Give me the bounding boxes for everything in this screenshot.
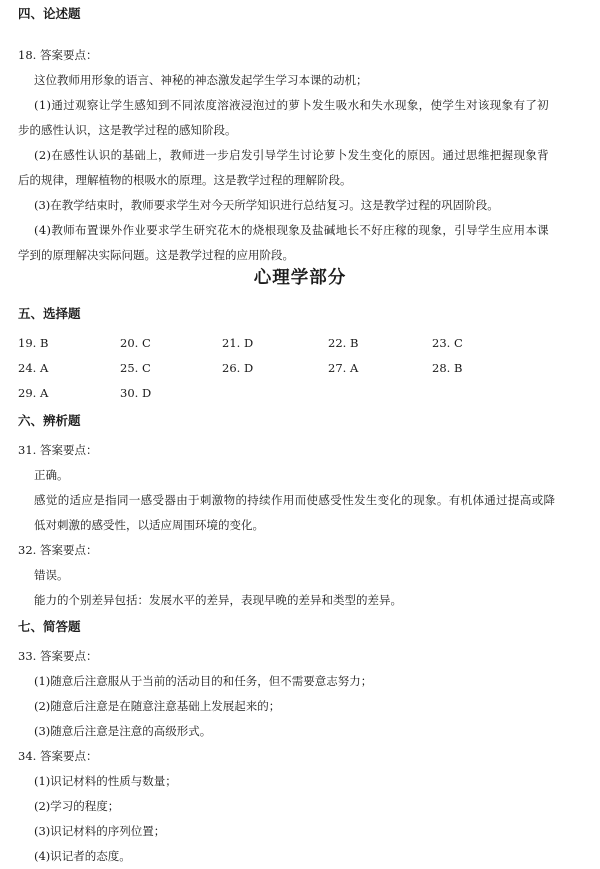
answer-line: (4)教师布置课外作业要求学生研究花木的烧根现象及盐碱地长不好庄稼的现象，引导学生应用本课 [34,223,550,237]
section-heading-short-answer: 七、简答题 [18,619,81,634]
answer-line: 学到的原理解决实际问题。这是教学过程的应用阶段。 [18,248,294,262]
choice-answer: 26. D [222,361,254,375]
answer-line: (3)识记材料的序列位置； [34,824,166,838]
choice-answer: 20. C [120,336,151,350]
question-label-31: 31. 答案要点： [18,443,98,457]
answer-line: 感觉的适应是指同一感受器由于刺激物的持续作用而使感受性发生变化的现象。有机体通过提高或降 [34,493,556,507]
answer-verdict: 错误。 [34,568,69,582]
choice-answer: 25. C [120,361,151,375]
part-title: 心理学部分 [253,268,347,288]
section-heading-essay: 四、论述题 [18,6,81,21]
answer-line: (1)识记材料的性质与数量； [34,774,177,788]
section-heading-analysis: 六、辨析题 [18,413,81,428]
answer-line: (1)通过观察让学生感知到不同浓度溶液浸泡过的萝卜发生吸水和失水现象，使学生对该现象有了初 [34,98,550,112]
choice-answer: 21. D [222,336,254,350]
answer-line: 步的感性认识，这是教学过程的感知阶段。 [18,123,237,137]
answer-verdict: 正确。 [34,468,69,482]
answer-line: (2)学习的程度； [34,799,120,813]
answer-line: 低对刺激的感受性，以适应周围环境的变化。 [34,518,264,532]
choice-answer: 22. B [328,336,359,350]
question-label-34: 34. 答案要点： [18,749,98,763]
choice-answer: 23. C [432,336,463,350]
choice-answer: 24. A [18,361,49,375]
answer-line: (2)在感性认识的基础上，教师进一步启发引导学生讨论萝卜发生变化的原因。通过思维把握现象背 [34,148,550,162]
choice-answer: 19. B [18,336,49,350]
choice-answer: 27. A [328,361,359,375]
section-heading-choice: 五、选择题 [18,306,81,321]
answer-line: (3)随意后注意是注意的高级形式。 [34,724,212,738]
question-label-32: 32. 答案要点： [18,543,98,557]
choice-answer: 28. B [432,361,463,375]
answer-line: 这位教师用形象的语言、神秘的神态激发起学生学习本课的动机； [34,73,368,87]
question-label-33: 33. 答案要点： [18,649,98,663]
answer-line: 能力的个别差异包括：发展水平的差异，表现早晚的差异和类型的差异。 [34,593,402,607]
choice-answer: 29. A [18,386,49,400]
answer-line: (2)随意后注意是在随意注意基础上发展起来的； [34,699,281,713]
answer-line: (1)随意后注意服从于当前的活动目的和任务，但不需要意志努力； [34,674,373,688]
answer-line: (4)识记者的态度。 [34,849,131,863]
question-label-18: 18. 答案要点： [18,48,98,62]
answer-line: 后的规律，理解植物的根吸水的原理。这是教学过程的理解阶段。 [18,173,352,187]
choice-answer: 30. D [120,386,152,400]
answer-line: (3)在教学结束时，教师要求学生对今天所学知识进行总结复习。这是教学过程的巩固阶段。 [34,198,499,212]
